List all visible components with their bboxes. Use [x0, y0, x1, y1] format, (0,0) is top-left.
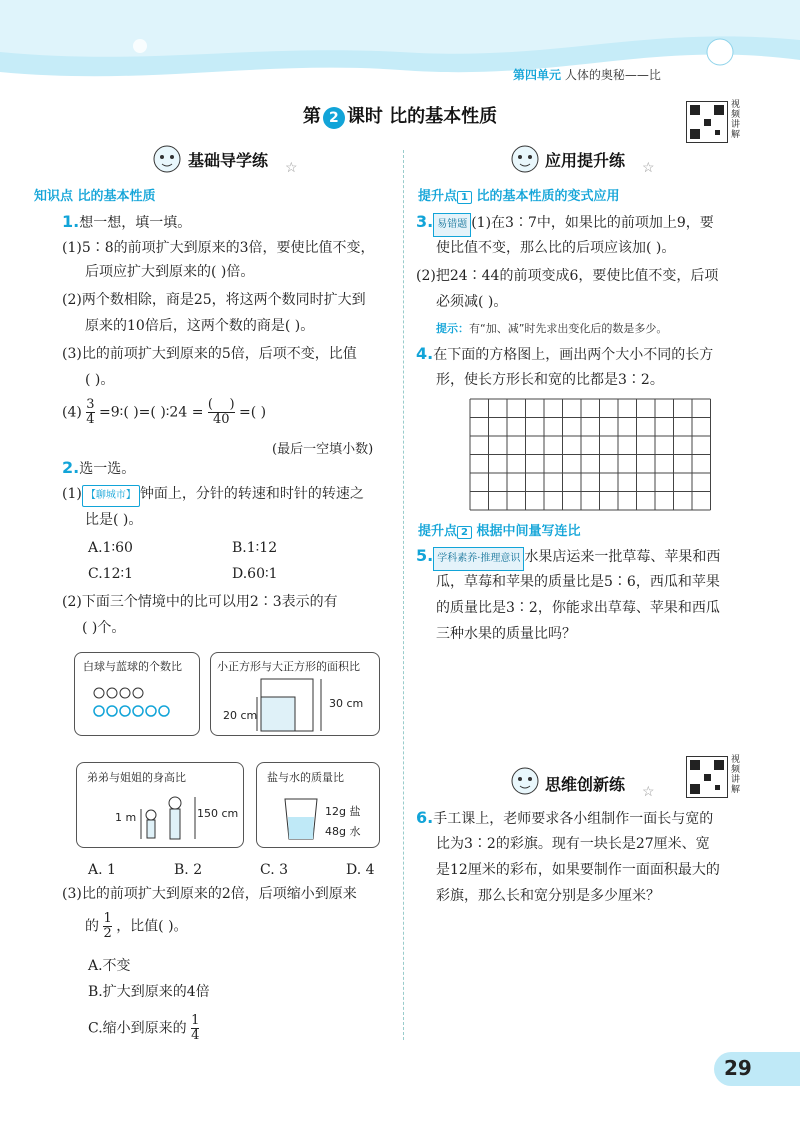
q3-tip: 提示：有“加、减”时先求出变化后的数是多少。 [436, 322, 668, 335]
qr-label: 视频讲解 [731, 755, 741, 795]
q1-p1b: 后项应扩大到原来的( )倍。 [85, 264, 255, 280]
page-title: 第 2 课时 比的基本性质 [302, 106, 498, 127]
q2-p1b: 比是( )。 [85, 512, 143, 528]
fraction: $\frac{1}{4}$ [191, 1013, 200, 1043]
mascot-icon [508, 764, 542, 802]
q3-p2a: (2)把24∶44的前项变成6，要使比值不变，后项 [416, 268, 719, 284]
q1-p3a: (3)比的前项扩大到原来的5倍，后项不变，比值 [62, 346, 357, 362]
q3-p2b: 必须减( )。 [436, 294, 508, 310]
q4-a: 4.在下面的方格图上，画出两个大小不同的长方 [416, 344, 714, 363]
squares-icon [255, 675, 327, 733]
q2-p2-opt-d: D. 4 [346, 862, 375, 878]
scenario-box-squares: 小正方形与大正方形的面积比 20 cm 30 cm [210, 652, 380, 736]
q2-p1-opt-b: B.1∶12 [232, 540, 278, 556]
q1-p4-note: (最后一空填小数) [272, 442, 374, 457]
qr-code-icon[interactable] [686, 756, 728, 798]
star-icon: ☆ [642, 784, 655, 800]
q1-p4: (4) $\frac{3}{4}$ =9∶( )=( )∶24 = $\frac{( )}{40}$ =( ) [62, 397, 267, 427]
q2-p3-opt-a: A.不变 [88, 958, 131, 974]
q6-d: 彩旗，那么长和宽分别是多少厘米？ [436, 888, 660, 904]
section-title-applied: 应用提升练 [545, 151, 626, 170]
balls-icon [93, 687, 193, 727]
q2-p2a: (2)下面三个情境中的比可以用2∶3表示的有 [62, 594, 338, 610]
q2-p1-opt-a: A.1∶60 [88, 540, 133, 556]
q3-p1b: 使比值不变，那么比的后项应该加( )。 [436, 240, 676, 256]
column-divider [403, 150, 404, 1040]
q5-c: 的质量比是3∶2，你能求出草莓、苹果和西瓜 [436, 600, 720, 616]
scenario-box-heights: 弟弟与姐姐的身高比 1 m 150 cm [76, 762, 244, 848]
q1-p3b: ( )。 [85, 372, 115, 388]
qr-code-icon[interactable] [686, 101, 728, 143]
section-title-basic: 基础导学练 [188, 151, 269, 170]
q5-b: 瓜，草莓和苹果的质量比是5∶6，西瓜和苹果 [436, 574, 720, 590]
q1-p1a: (1)5∶8的前项扩大到原来的3倍，要使比值不变， [62, 240, 375, 256]
q6-a: 6.手工课上，老师要求各小组制作一面长与宽的 [416, 808, 714, 827]
mascot-icon [150, 142, 184, 180]
scenario-box-balls: 白球与蓝球的个数比 [74, 652, 200, 736]
q2-p2b: ( )个。 [82, 620, 126, 636]
q2-p1a: (1) 【聊城市】 钟面上，分针的转速和时针的转速之 [62, 484, 364, 507]
q2-p2-opt-b: B. 2 [174, 862, 203, 878]
star-icon: ☆ [285, 160, 298, 176]
q2-p1-opt-c: C.12∶1 [88, 566, 134, 582]
q2-p2-opt-c: C. 3 [260, 862, 289, 878]
qr-label: 视频讲解 [731, 100, 741, 140]
page-number-tab: 29 [714, 1052, 800, 1086]
q2-p3-opt-b: B.扩大到原来的4倍 [88, 984, 210, 1000]
q3-p1a: 3. 易错题 (1)在3∶7中，如果比的前项加上9，要 [416, 212, 714, 237]
q2-title: 2.选一选。 [62, 458, 136, 477]
glass-icon [283, 795, 319, 841]
q2-p3b: 的 $\frac{1}{2}$ ，比值( )。 [85, 911, 188, 941]
fraction: $\frac{3}{4}$ [86, 397, 95, 427]
q2-p3-opt-c: C.缩小到原来的 $\frac{1}{4}$ [88, 1013, 200, 1043]
q5-a: 5. 学科素养·推理意识 水果店运来一批草莓、苹果和西 [416, 546, 720, 571]
q2-p2-opt-a: A. 1 [88, 862, 116, 878]
q6-b: 比为3∶2的彩旗。现有一块长是27厘米、宽 [436, 836, 710, 852]
fraction: $\frac{1}{2}$ [103, 911, 112, 941]
boost-point-1: 提升点 1 比的基本性质的变式应用 [418, 189, 620, 204]
boost-point-2: 提升点 2 根据中间量写连比 [418, 524, 581, 539]
knowledge-point: 知识点 比的基本性质 [34, 189, 156, 204]
q6-c: 是12厘米的彩布，如果要制作一面面积最大的 [436, 862, 720, 878]
mascot-icon [508, 142, 542, 180]
section-title-innovation: 思维创新练 [545, 775, 626, 794]
unit-header: 第四单元 人体的奥秘——比 [513, 68, 661, 82]
q2-p1-opt-d: D.60∶1 [232, 566, 278, 582]
q4-b: 形，使长方形长和宽的比都是3∶2。 [436, 372, 664, 388]
header-wave [0, 0, 800, 92]
lesson-number: 2 [323, 107, 345, 129]
scenario-box-salt: 盐与水的质量比 12g 盐 48g 水 [256, 762, 380, 848]
q1-p2b: 原来的10倍后，这两个数的商是( )。 [85, 318, 315, 334]
q1-title: 1.想一想，填一填。 [62, 212, 192, 231]
q5-d: 三种水果的质量比吗？ [436, 626, 576, 642]
star-icon: ☆ [642, 160, 655, 176]
square-grid[interactable] [469, 398, 711, 512]
q2-p3a: (3)比的前项扩大到原来的2倍，后项缩小到原来 [62, 886, 357, 902]
fraction: $\frac{( )}{40}$ [207, 397, 235, 427]
q1-p2a: (2)两个数相除，商是25，将这两个数同时扩大到 [62, 292, 366, 308]
